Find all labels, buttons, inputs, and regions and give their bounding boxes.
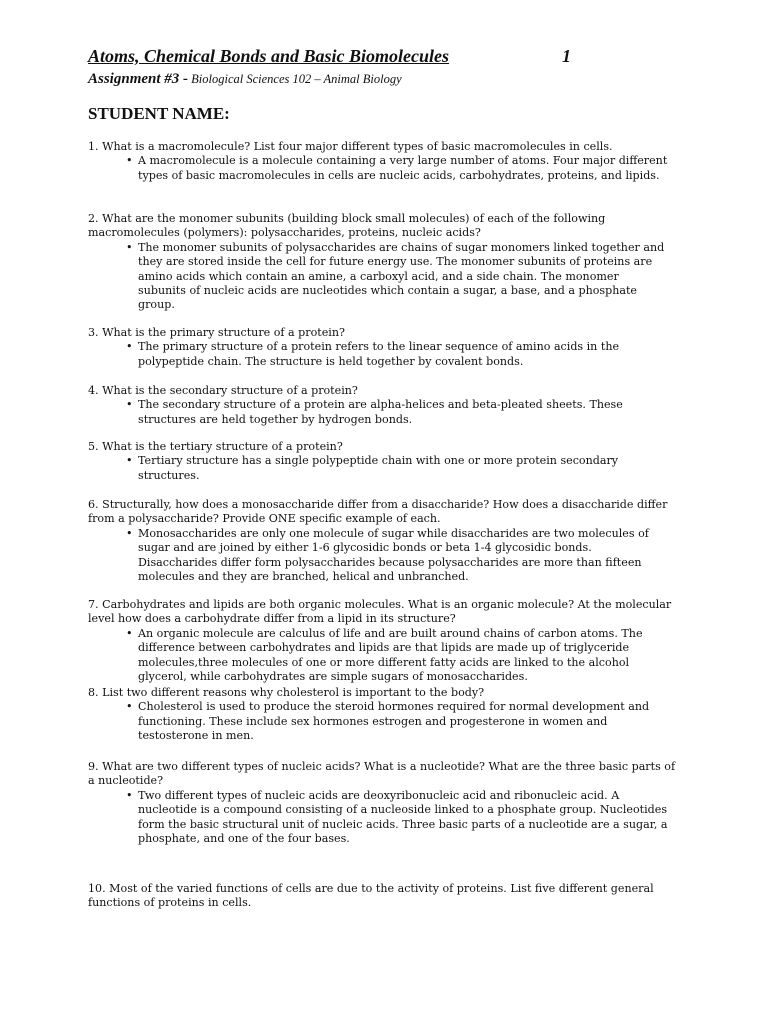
bullet-icon: •	[126, 340, 133, 354]
bullet-icon: •	[126, 626, 133, 640]
answer-text: Cholesterol is used to produce the steroid hormones required for normal development and functioning. These include sex hormones estrogen and progesterone in women and testosterone in men.	[138, 700, 650, 743]
bullet-icon: •	[126, 454, 133, 468]
bullet-icon: •	[126, 398, 133, 412]
question-6	[88, 498, 678, 584]
answer-text-block	[126, 789, 668, 847]
question-text: 7. Carbohydrates and lipids are both organic molecules. What is an organic molecule? At the molecular level how does a carbohydrate differ from a lipid in its structure?	[88, 598, 672, 626]
answer-text-block	[126, 627, 668, 685]
answer-text: An organic molecule are calculus of life and are built around chains of carbon atoms. The difference between carbohydrates and lipids are that lipids are made up of triglyceride molecules,three molecules of one or more different fatty acids are linked to the alcohol glycerol, while carbohydrates are simple sugars of monosaccharides.	[138, 626, 643, 684]
question-text: 5. What is the tertiary structure of a protein?	[88, 440, 343, 453]
answer-text-block	[126, 241, 668, 313]
bullet-icon: •	[126, 700, 133, 714]
student-name-label: STUDENT NAME:	[88, 104, 230, 123]
question-8	[88, 686, 678, 744]
bullet-icon: •	[126, 788, 133, 802]
question-1	[88, 140, 678, 183]
answer-text: The monomer subunits of polysaccharides are chains of sugar monomers linked together and they are stored inside the cell for future energy use. The monomer subunits of proteins are amino acids which contain an amine, a carboxyl acid, and a side chain. The monomer subunits of nucleic acids are nucleotides which contain a sugar, a base, and a phosphate group.	[138, 240, 665, 312]
question-text: 2. What are the monomer subunits (building block small molecules) of each of the following macromolecules (polymers): polysaccharides, proteins, nucleic acids?	[88, 212, 606, 240]
answer-text-block	[126, 398, 668, 427]
question-text: 8. List two different reasons why cholesterol is important to the body?	[88, 686, 485, 699]
question-text: 10. Most of the varied functions of cells are due to the activity of proteins. List five different general functions of proteins in cells.	[88, 882, 654, 910]
answer-text-block	[126, 454, 668, 483]
question-7	[88, 598, 678, 684]
page-number: 1	[562, 46, 571, 66]
bullet-icon: •	[126, 240, 133, 254]
answer-text: Tertiary structure has a single polypeptide chain with one or more protein secondary structures.	[138, 454, 619, 482]
answer-text: The primary structure of a protein refers to the linear sequence of amino acids in the polypeptide chain. The structure is held together by covalent bonds.	[138, 340, 620, 368]
course-name: Biological Sciences 102 – Animal Biology	[191, 72, 402, 86]
document-page	[88, 46, 688, 910]
question-3	[88, 326, 678, 369]
answer-text: Monosaccharides are only one molecule of sugar while disaccharides are two molecules of sugar and are joined by either 1-6 glycosidic bonds or beta 1-4 glycosidic bonds. Disaccharides differ form polysaccharides because polysaccharides are more than fifteen molecules and they are branched, helical and unbranched.	[138, 526, 649, 584]
answer-text-block	[126, 527, 668, 585]
assignment-label: Assignment #3 -	[88, 71, 189, 87]
question-text: 6. Structurally, how does a monosaccharide differ from a disaccharide? How does a disaccharide differ from a polysaccharide? Provide ONE specific example of each.	[88, 498, 668, 526]
answer-text-block	[126, 154, 668, 183]
answer-text-block	[126, 700, 668, 743]
answer-text-block	[126, 340, 668, 369]
question-text: 4. What is the secondary structure of a protein?	[88, 384, 358, 397]
question-9	[88, 760, 678, 846]
question-4	[88, 384, 678, 427]
document-title-row	[88, 46, 688, 70]
document-title: Atoms, Chemical Bonds and Basic Biomolecules	[88, 46, 450, 66]
answer-text: Two different types of nucleic acids are deoxyribonucleic acid and ribonucleic acid. A nucleotide is a compound consisting of a nucleoside linked to a phosphate group. Nucleotides form the basic structural unit of nucleic acids. Three basic parts of a nucleotide are a sugar, a phosphate, and one of the four bases.	[138, 788, 668, 846]
bullet-icon: •	[126, 526, 133, 540]
answer-text: The secondary structure of a protein are alpha-helices and beta-pleated sheets. These structures are held together by hydrogen bonds.	[138, 398, 623, 426]
question-5	[88, 440, 678, 483]
question-text: 1. What is a macromolecule? List four major different types of basic macromolecules in cells.	[88, 140, 613, 153]
question-text: 3. What is the primary structure of a protein?	[88, 326, 345, 339]
question-10	[88, 882, 678, 911]
question-2	[88, 212, 678, 313]
assignment-line	[88, 71, 688, 88]
answer-text: A macromolecule is a molecule containing a very large number of atoms. Four major different types of basic macromolecules in cells are nucleic acids, carbohydrates, proteins, and lipids.	[138, 154, 668, 182]
bullet-icon: •	[126, 154, 133, 168]
question-text: 9. What are two different types of nucleic acids? What is a nucleotide? What are the three basic parts of a nucleotide?	[88, 760, 676, 788]
